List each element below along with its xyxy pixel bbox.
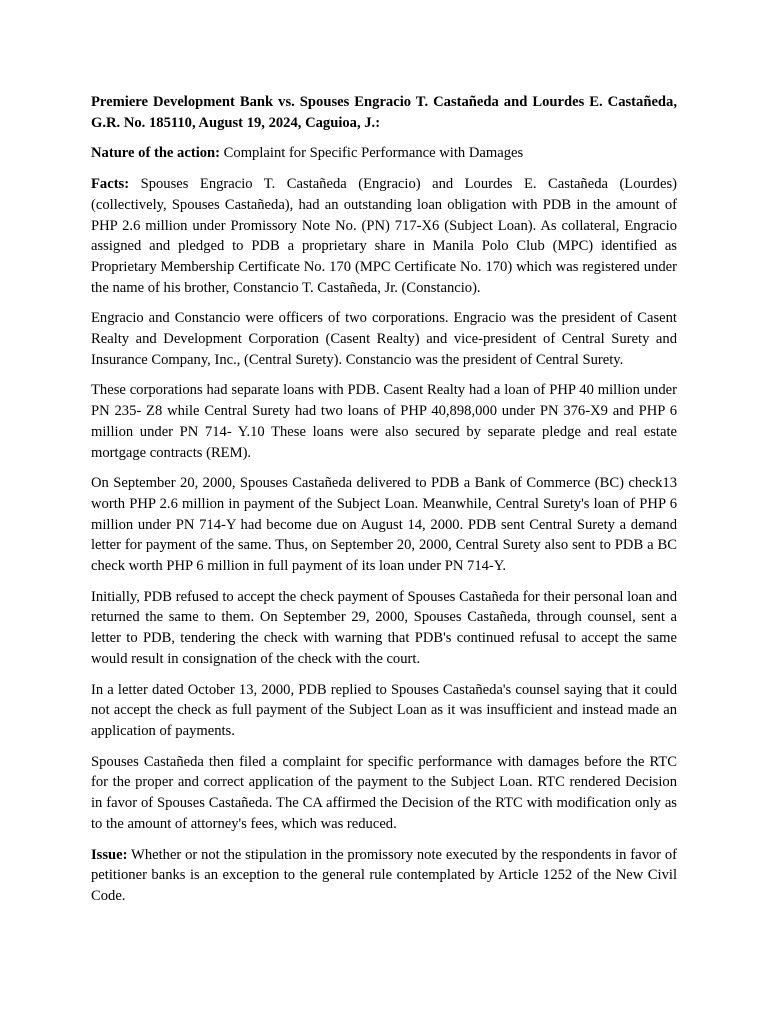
body-paragraph-checks: On September 20, 2000, Spouses Castañeda delivered to PDB a Bank of Commerce (BC) check13 worth PHP 2.6 million in payment of the Subject Loan. Meanwhile, Central Surety's loan of PHP 6 million under PN 714-Y had become due on August 14, 2000. PDB sent Central Surety a demand letter for payment of the same. Thus, on September 20, 2000, Central Surety also sent to PDB a BC check worth PHP 6 million in full payment of its loan under PN 714-Y. <box>91 475 677 575</box>
facts-label: Facts: <box>91 176 130 193</box>
body-paragraph-officers: Engracio and Constancio were officers of two corporations. Engracio was the president of Casent Realty and Development Corporation (Casent Realty) and vice-president of Central Surety and Insurance Company, Inc., (Central Surety). Constancio was the president of Central Surety. <box>91 310 677 368</box>
nature-text: Complaint for Specific Performance with Damages <box>220 145 524 162</box>
document-page <box>91 92 677 917</box>
facts-paragraph <box>91 174 677 298</box>
case-title: Premiere Development Bank vs. Spouses Engracio T. Castañeda and Lourdes E. Castañeda, G.R. No. 185110, August 19, 2024, Caguioa, J.: <box>91 94 677 131</box>
body-paragraph-reply: In a letter dated October 13, 2000, PDB replied to Spouses Castañeda's counsel saying that it could not accept the check as full payment of the Subject Loan as it was insufficient and instead made an application of payments. <box>91 681 677 739</box>
body-paragraph-loans: These corporations had separate loans with PDB. Casent Realty had a loan of PHP 40 million under PN 235- Z8 while Central Surety had two loans of PHP 40,898,000 under PN 376-X9 and PHP 6 million under PN 714- Y.10 These loans were also secured by separate pledge and real estate mortgage contracts (REM). <box>91 382 677 461</box>
issue-paragraph <box>91 845 677 907</box>
nature-label: Nature of the action: <box>91 145 221 162</box>
body-paragraph-refusal: Initially, PDB refused to accept the check payment of Spouses Castañeda for their personal loan and returned the same to them. On September 29, 2000, Spouses Castañeda, through counsel, sent a letter to PDB, tendering the check with warning that PDB's continued refusal to accept the same would result in consignation of the check with the court. <box>91 588 677 667</box>
issue-text: Whether or not the stipulation in the promissory note executed by the respondents in favor of petitioner banks is an exception to the general rule contemplated by Article 1252 of the New Civil Code. <box>91 846 677 904</box>
issue-label: Issue: <box>91 846 128 863</box>
nature-of-action <box>91 143 677 164</box>
facts-text: Spouses Engracio T. Castañeda (Engracio) and Lourdes E. Castañeda (Lourdes) (collectively, Spouses Castañeda), had an outstanding loan obligation with PDB in the amount of PHP 2.6 million under Promissory Note No. (PN) 717-X6 (Subject Loan). As collateral, Engracio assigned and pledged to PDB a proprietary share in Manila Polo Club (MPC) identified as Proprietary Membership Certificate No. 170 (MPC Certificate No. 170) which was registered under the name of his brother, Constancio T. Castañeda, Jr. (Constancio). <box>91 176 677 296</box>
body-paragraph-complaint: Spouses Castañeda then filed a complaint for specific performance with damages before the RTC for the proper and correct application of the payment to the Subject Loan. RTC rendered Decision in favor of Spouses Castañeda. The CA affirmed the Decision of the RTC with modification only as to the amount of attorney's fees, which was reduced. <box>91 753 677 832</box>
